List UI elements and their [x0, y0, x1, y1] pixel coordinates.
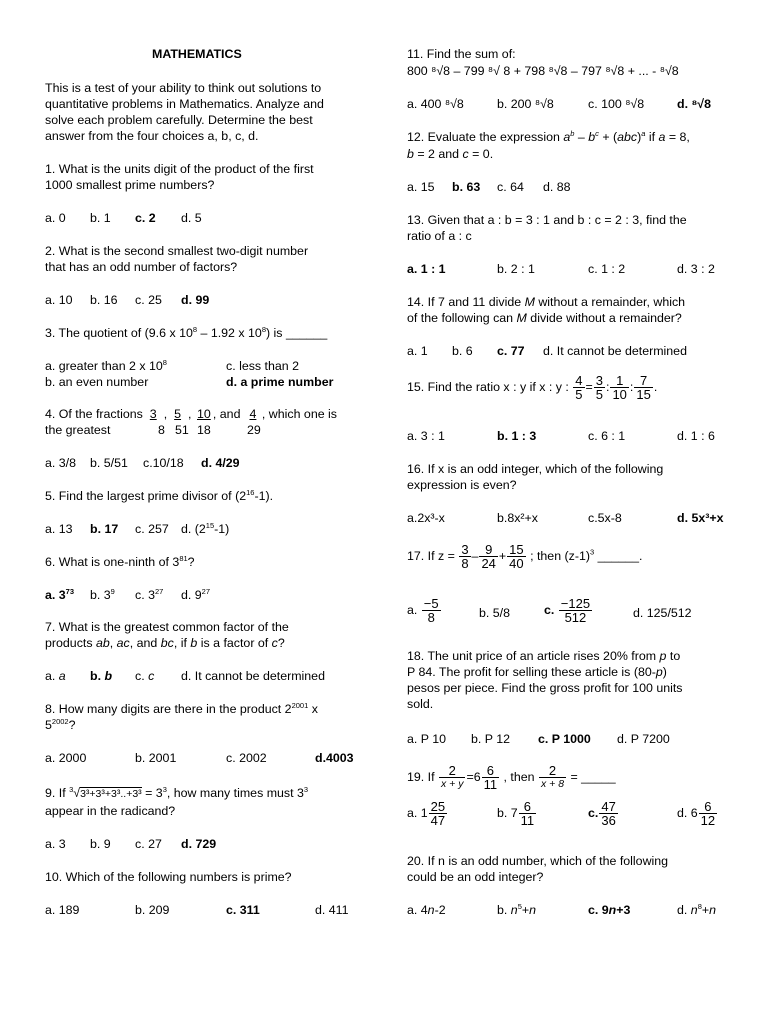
choice-b: b. 2 : 1	[497, 262, 535, 276]
choice-b: b. 2001	[135, 751, 177, 765]
choice-c: c. $3^{27}$	[135, 586, 164, 602]
choice-a: a. 400 ⁸√8	[407, 97, 464, 111]
choice-d: d. 88	[543, 180, 571, 194]
choice-a: a.2x³-x	[407, 511, 445, 525]
choice-d: d. It cannot be determined	[543, 344, 687, 358]
choice-a-answer: a. 1 : 1	[407, 262, 446, 276]
choice-d: d. $(2^{15}-1)$	[181, 520, 230, 536]
choice-c-answer: c. 2	[135, 211, 156, 225]
exam-page: MATHEMATICS This is a test of your ability to think out solutions to quantitative problems in Mathematics. Analyze and solve each problem carefully. Determine the best answer from the four choices a, b, c, d. 1. What is the units digit of the product of the first 1000 smallest prime numbers? a. 0 b. 1 c. 2 d. 5 2. What is the second smallest two-digit number that has an odd number of factors? a. 10 b. 16 c. 25 d. 99 3. The quotient of (9.6 x $10^8 - 1.92$ x $10^8$) is ______ a. greater than 2 x $10^8$ c. less than 2 b. an even number d. a prime number 4. Of the fractions 3 , 5 , 10 , and 4 , which one is the greatest 8 51 18 29 a. 3/8 b. 5/51 c.10/18 d. 4/29 5. Find the largest prime divisor of $(2^{16}-1)$. a. 13 b. 17 c. 257 d. $(2^{15}-1)$ 6. What is one-ninth of $3^{81}$? a. $3^{73}$ b. $3^9$ c. $3^{27}$ d. $9^{27}$ 7. What is the greatest common factor of the products ab, ac, and bc, if b is a factor of c? a. a b. b c. c d. It cannot be determined 8. How many digits are there in the product $2^{2001}$ x $5^{2002}$? a. 2000 b. 2001 c. 2002 d.4003 9. If $^3√3^3+3^3+3^3..+3^3 = 3^3$, how many times must $3^3$ appear in the radicand? a. 3 b. 9 c. 27 d. 729 10. Which of the following numbers is prime? a. 189 b. 209 c. 311 d. 411 11. Find the sum of: 800 ⁸√8 – 799 ⁸√ 8 + 798 ⁸√8 – 797 ⁸√8 + ... - ⁸√8 a. 400 ⁸√8 b. 200 ⁸√8 c. 100 ⁸√8 d. ⁸√8 12. Evaluate the expression $a^b - b^c + (abc)^a$ if a = 8, b = 2 and c = 0. a. 15 b. 63 c. 64 d. 88 13. Given that a : b = 3 : 1 and b : c = 2 : 3, find the ratio of a : c a. 1 : 1 b. 2 : 1 c. 1 : 2 d. 3 : 2 14. If 7 and 11 divide M without a remainder, which of the following can M divide without a remainder? a. 1 b. 6 c. 77 d. It cannot be determined 15. Find the ratio x : y if x : y : $\frac{4}{5}$ = $\frac{3}{5}$ : $\frac{1}{10}$ : $\frac{7}{15}$ . a. 3 : 1 b. 1 : 3 c. 6 : 1 d. 1 : 6 16. If x is an odd integer, which of the following expression is even? a.2x³-x b.8x²+x c.5x-8 d. 5x³+x 17. If z = $\frac{3}{8}$ – $\frac{9}{24}$ + $\frac{15}{40}$ ; then $(z-1)^3$ ______. a. $\frac{-5}{8}$ b. 5/8 c. $\frac{-125}{512}$ d. 125/512 18. The unit price of an article rises 20% from p to P 84. The profit for selling these article is (80-p) pesos per piece. Find the gross profit for 100 units sold. a. P 10 b. P 12 c. P 1000 d. P 7200 19. If $\frac{2}{x + y}$ =6 $\frac{6}{11}$ , then $\frac{2}{x + 8}$ = _____ a. 1 $\frac{25}{47}$ b. 7 $\frac{6}{11}$ c. $\frac{47}{36}$ d. 6 $\frac{6}{12}$ 20. If n is an odd number, which of the following could be an odd integer? a. 4n-2 b. $n^5+n$ c. 9n+3 d. $n^8+n$	[45, 47, 724, 917]
choice-a: a. a	[45, 669, 66, 683]
choice-a: a. 3	[45, 837, 66, 851]
choice-d: d. P 7200	[617, 732, 670, 746]
choice-a-answer: a. $3^{73}$	[45, 586, 75, 602]
choice-b: b. 9	[90, 837, 111, 851]
choice-b: b. 200 ⁸√8	[497, 97, 554, 111]
choice-a: a. 3 : 1	[407, 429, 445, 443]
choice-c-answer: c. 77	[497, 344, 525, 358]
choice-c: c. 100 ⁸√8	[588, 97, 645, 111]
choice-d-answer: d. 4/29	[201, 456, 240, 470]
choice-a: a. $\frac{-5}{8}$	[407, 596, 439, 625]
choice-d-answer: d. ⁸√8	[677, 97, 712, 111]
choice-a: a. 0	[45, 211, 66, 225]
choice-c: c.10/18	[143, 456, 184, 470]
choice-d-answer: d.4003	[315, 751, 354, 765]
radical-sign: √	[73, 786, 81, 800]
choice-d-answer: d. 729	[181, 837, 217, 851]
choice-b: b. P 12	[471, 732, 511, 746]
choice-b: b. $3^9$	[90, 586, 115, 602]
choice-b-answer: b. 1 : 3	[497, 429, 537, 443]
choice-c-answer: c. P 1000	[538, 732, 591, 746]
choice-a: a. 13	[45, 522, 73, 536]
choice-a: a. 1	[407, 344, 428, 358]
choice-b: b. 6	[452, 344, 473, 358]
choice-b-answer: b. 63	[452, 180, 481, 194]
choice-c: c. 25	[135, 293, 162, 307]
choice-b: b. 5/8	[479, 606, 511, 620]
choice-d: d. 6 $\frac{6}{12}$	[677, 799, 716, 828]
choice-b-answer: b. 17	[90, 522, 119, 536]
choice-b: b. 5/51	[90, 456, 128, 470]
choice-b: b. an even number	[45, 375, 149, 389]
choice-a: a. 2000	[45, 751, 87, 765]
choice-a: a. 1 $\frac{25}{47}$	[407, 799, 446, 828]
choice-d-answer: d. a prime number	[226, 375, 334, 389]
page-title: MATHEMATICS	[152, 47, 242, 61]
choice-a: a. 15	[407, 180, 435, 194]
choice-b-answer: b. b	[90, 669, 113, 683]
choice-c: c. 6 : 1	[588, 429, 626, 443]
choice-c: c. 27	[135, 837, 162, 851]
choice-d: d. $n^8+n$	[677, 901, 717, 917]
choice-b: b.8x²+x	[497, 511, 538, 525]
choice-c: c. 2002	[226, 751, 267, 765]
choice-d: d. 5	[181, 211, 202, 225]
choice-d: d. It cannot be determined	[181, 669, 325, 683]
choice-c-answer: c. 9n+3	[588, 903, 631, 917]
choice-d-answer: d. 5x³+x	[677, 511, 724, 525]
choice-c: c. less than 2	[226, 359, 300, 373]
choice-a: a. greater than 2 x $10^8$	[45, 357, 167, 373]
choice-a: a. 10	[45, 293, 73, 307]
choice-d: d. 1 : 6	[677, 429, 715, 443]
choice-d: d. 3 : 2	[677, 262, 715, 276]
choice-b: b. 7 $\frac{6}{11}$	[497, 799, 535, 828]
choice-b: b. 16	[90, 293, 118, 307]
choice-d: d. 411	[315, 903, 349, 917]
choice-a: a. 189	[45, 903, 80, 917]
choice-d: d. 125/512	[633, 606, 692, 620]
choice-c: c. 1 : 2	[588, 262, 626, 276]
choice-d-answer: d. 99	[181, 293, 210, 307]
choice-b: b. $n^5+n$	[497, 901, 537, 917]
choice-a: a. 3/8	[45, 456, 77, 470]
choice-c: c. c	[135, 669, 155, 683]
choice-b: b. 1	[90, 211, 111, 225]
choice-c: c. 257	[135, 522, 169, 536]
choice-d: d. $9^{27}$	[181, 586, 211, 602]
choice-c-answer: c. $\frac{47}{36}$	[588, 799, 616, 828]
choice-a: a. P 10	[407, 732, 447, 746]
choice-c-answer: c. 311	[226, 903, 260, 917]
choice-c: c.5x-8	[588, 511, 622, 525]
choice-b: b. 209	[135, 903, 170, 917]
choice-a: a. 4n-2	[407, 903, 446, 917]
choice-c-answer: c. $\frac{-125}{512}$	[544, 596, 591, 625]
choice-c: c. 64	[497, 180, 524, 194]
